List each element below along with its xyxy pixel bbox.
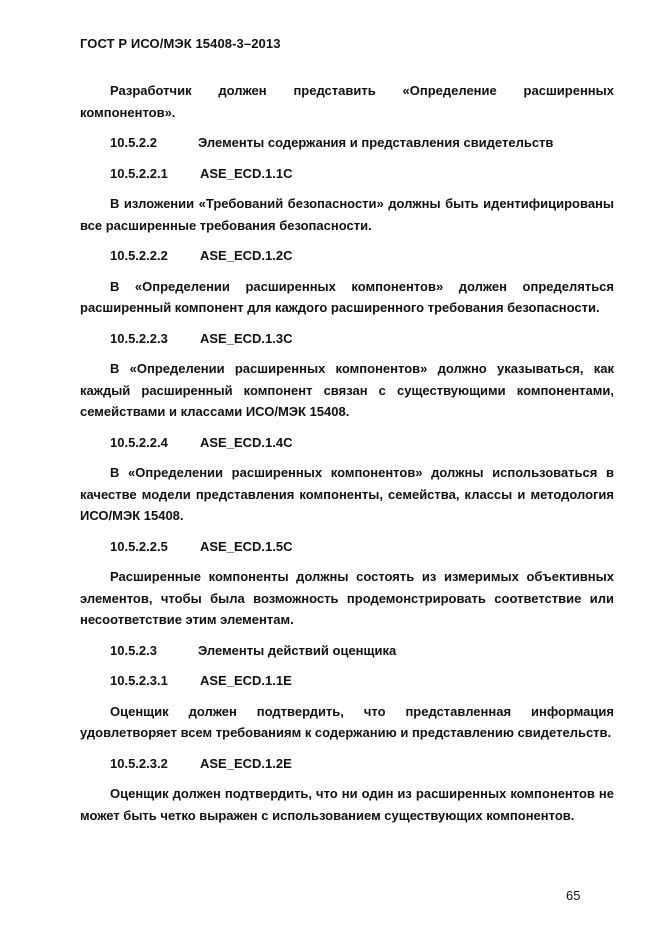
clause-number: 10.5.2.2.2 (110, 248, 168, 263)
clause-heading (80, 432, 614, 454)
clause-heading (80, 536, 614, 558)
section-title: Элементы действий оценщика (198, 642, 397, 658)
clause-heading (80, 245, 614, 267)
clause-title: ASE_ECD.1.2E (200, 755, 292, 771)
clause-number: 10.5.2.2.3 (110, 330, 168, 346)
clause-heading (80, 163, 614, 185)
paragraph: В изложении «Требований безопасности» должны быть идентифицированы все расширенные требования безопасности. (80, 196, 614, 233)
clause-title: ASE_ECD.1.5C (200, 538, 293, 554)
section-number: 10.5.2.2 (110, 135, 157, 150)
clause-title: ASE_ECD.1.1C (200, 165, 293, 181)
paragraph: В «Определении расширенных компонентов» должен определяться расширенный компонент для каждого расширенного требования безопасности. (80, 278, 614, 315)
clause-heading (80, 328, 614, 350)
clause-number: 10.5.2.3.1 (110, 673, 168, 688)
clause-title: ASE_ECD.1.4C (200, 434, 293, 450)
clause-title: ASE_ECD.1.2C (200, 248, 293, 263)
clause-title: ASE_ECD.1.3C (200, 330, 293, 346)
paragraph: Расширенные компоненты должны состоять из измеримых объективных элементов, чтобы была возможность продемонстрировать соответствие или несоответствие этим элементам. (80, 569, 614, 627)
paragraph: Оценщик должен подтвердить, что ни один из расширенных компонентов не может быть четко выражен с использованием существующих компонентов. (80, 786, 614, 823)
clause-number: 10.5.2.2.1 (110, 165, 168, 181)
paragraph: Оценщик должен подтвердить, что представленная информация удовлетворяет всем требованиям к содержанию и представлению свидетельств. (80, 703, 614, 740)
document-body (80, 80, 614, 835)
clause-number: 10.5.2.2.4 (110, 434, 168, 450)
clause-number: 10.5.2.2.5 (110, 538, 168, 554)
paragraph: Разработчик должен представить «Определение расширенных компонентов». (80, 83, 614, 120)
page-number: 65 (566, 888, 581, 903)
clause-number: 10.5.2.3.2 (110, 755, 168, 771)
paragraph: В «Определении расширенных компонентов» должны использоваться в качестве модели представления компоненты, семейства, классы и методология ИСО/МЭК 15408. (80, 465, 614, 523)
paragraph: В «Определении расширенных компонентов» должно указываться, как каждый расширенный компонент связан с существующими компонентами, семействами и классами ИСО/МЭК 15408. (80, 361, 614, 419)
section-heading (80, 132, 614, 154)
clause-heading (80, 753, 614, 775)
section-heading (80, 640, 614, 662)
section-number: 10.5.2.3 (110, 642, 157, 658)
clause-title: ASE_ECD.1.1E (200, 673, 292, 688)
document-header: ГОСТ Р ИСО/МЭК 15408-3–2013 (80, 36, 281, 51)
section-title: Элементы содержания и представления свидетельств (198, 135, 554, 150)
clause-heading (80, 670, 614, 692)
